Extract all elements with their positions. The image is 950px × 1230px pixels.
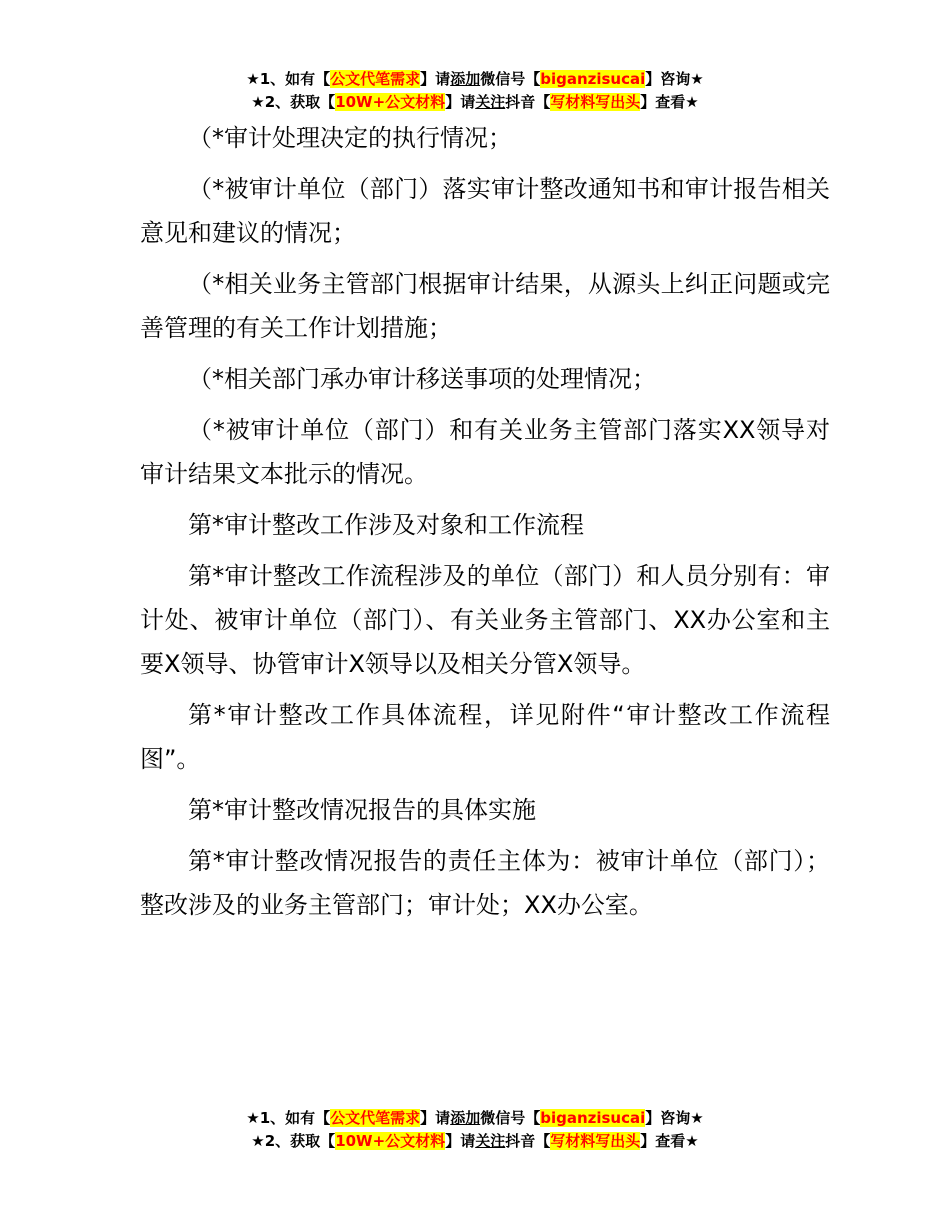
header-banner [0,68,950,114]
banner-line-1 [0,1107,950,1130]
banner-underline: 关注 [475,1132,506,1150]
banner-text: 】咨询★ [645,1109,704,1127]
section-heading: 第*审计整改情况报告的具体实施 [188,796,536,824]
banner-highlight: biganzisucai [540,70,646,88]
paragraph: （*被审计单位（部门）和有关业务主管部门落实XX领导对审计结果文本批示的情况。 [140,416,830,488]
banner-text: 】请 [445,93,476,111]
banner-text: 】查看★ [640,1132,699,1150]
banner-highlight: 写材料写出头 [550,1132,641,1150]
document-body [140,116,830,934]
paragraph: 第*审计整改工作具体流程，详见附件“审计整改工作流程图”。 [140,701,830,773]
banner-text: ★2、获取【 [251,93,336,111]
banner-highlight: 写材料写出头 [550,93,641,111]
banner-line-2 [0,1130,950,1153]
banner-text: ★1、如有【 [246,70,331,88]
banner-underline: 添加 [450,70,481,88]
paragraph: （*被审计单位（部门）落实审计整改通知书和审计报告相关意见和建议的情况； [140,175,830,247]
banner-highlight: biganzisucai [540,1109,646,1127]
paragraph: 第*审计整改工作流程涉及的单位（部门）和人员分别有：审计处、被审计单位（部门）、有关业务主管部门、XX办公室和主要X领导、协管审计X领导以及相关分管X领导。 [140,562,830,678]
banner-text: ★2、获取【 [251,1132,336,1150]
banner-text: 微信号【 [480,1109,541,1127]
banner-underline: 关注 [475,93,506,111]
section-heading: 第*审计整改工作涉及对象和工作流程 [188,511,584,539]
banner-highlight: 公文代笔需求 [330,70,421,88]
paragraph: （*相关业务主管部门根据审计结果，从源头上纠正问题或完善管理的有关工作计划措施； [140,270,830,342]
banner-text: 微信号【 [480,70,541,88]
banner-text: 】请 [420,1109,451,1127]
banner-highlight: 10W+公文材料 [335,1132,446,1150]
banner-text: 】查看★ [640,93,699,111]
footer-banner [0,1107,950,1153]
banner-highlight: 10W+公文材料 [335,93,446,111]
banner-text: 】请 [445,1132,476,1150]
banner-highlight: 公文代笔需求 [330,1109,421,1127]
banner-text: ★1、如有【 [246,1109,331,1127]
banner-text: 抖音【 [505,1132,551,1150]
banner-text: 】请 [420,70,451,88]
paragraph: （*审计处理决定的执行情况； [188,124,512,152]
banner-text: 】咨询★ [645,70,704,88]
banner-underline: 添加 [450,1109,481,1127]
banner-line-1 [0,68,950,91]
paragraph: 第*审计整改情况报告的责任主体为：被审计单位（部门）；整改涉及的业务主管部门；审计处；XX办公室。 [140,847,830,919]
paragraph: （*相关部门承办审计移送事项的处理情况； [188,365,656,393]
banner-text: 抖音【 [505,93,551,111]
banner-line-2 [0,91,950,114]
